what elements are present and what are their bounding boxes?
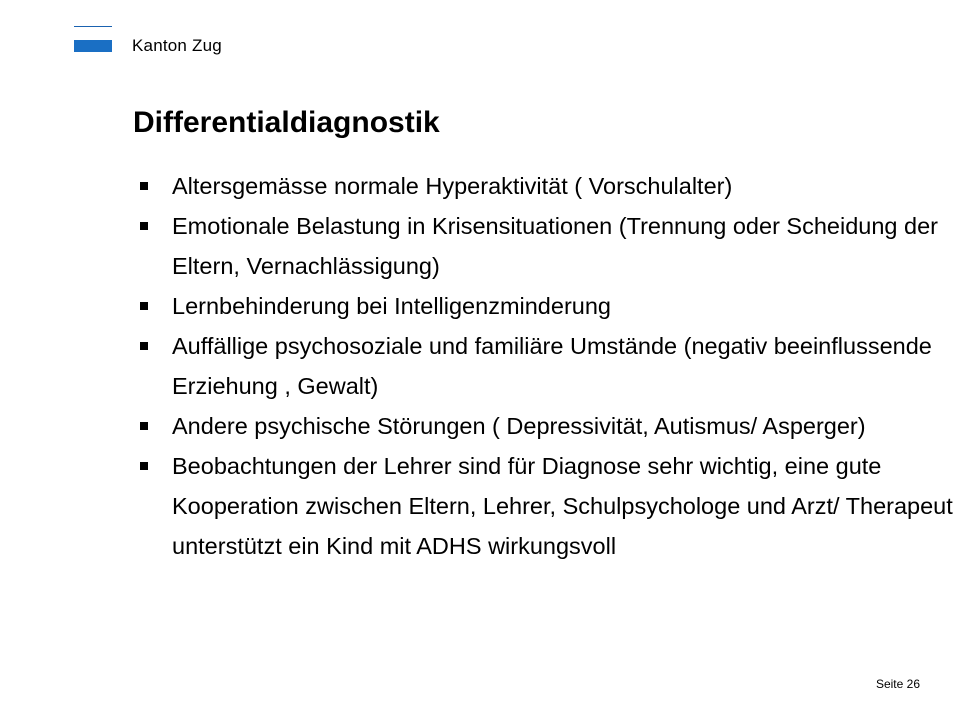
square-bullet-icon [140, 302, 148, 310]
bullet-item [138, 166, 953, 206]
bullet-text: Beobachtungen der Lehrer sind für Diagnose sehr wichtig, eine gute Kooperation zwischen Eltern, Lehrer, Schulpsychologe und Arzt/ Therapeut unterstützt ein Kind mit ADHS wirkungsvoll [172, 453, 953, 559]
slide-title: Differentialdiagnostik [133, 106, 440, 139]
logo-line [74, 26, 112, 27]
bullet-text: Lernbehinderung bei Intelligenzminderung [172, 293, 611, 319]
bullet-text: Emotionale Belastung in Krisensituationen (Trennung oder Scheidung der Eltern, Vernachlässigung) [172, 213, 938, 279]
square-bullet-icon [140, 422, 148, 430]
logo-blue-bar [74, 40, 112, 52]
bullet-item [138, 206, 953, 286]
bullet-text: Altersgemässe normale Hyperaktivität ( Vorschulalter) [172, 173, 733, 199]
page-number: Seite 26 [875, 677, 920, 691]
bullet-item [138, 446, 953, 566]
bullet-item [138, 286, 953, 326]
bullet-text: Andere psychische Störungen ( Depressivität, Autismus/ Asperger) [172, 413, 866, 439]
square-bullet-icon [140, 462, 148, 470]
logo-text: Kanton Zug [132, 36, 222, 55]
square-bullet-icon [140, 222, 148, 230]
square-bullet-icon [140, 342, 148, 350]
square-bullet-icon [140, 182, 148, 190]
bullet-list [138, 166, 953, 566]
bullet-text: Auffällige psychosoziale und familiäre Umstände (negativ beeinflussende Erziehung , Gewalt) [172, 333, 932, 399]
bullet-item [138, 326, 953, 406]
bullet-item [138, 406, 953, 446]
